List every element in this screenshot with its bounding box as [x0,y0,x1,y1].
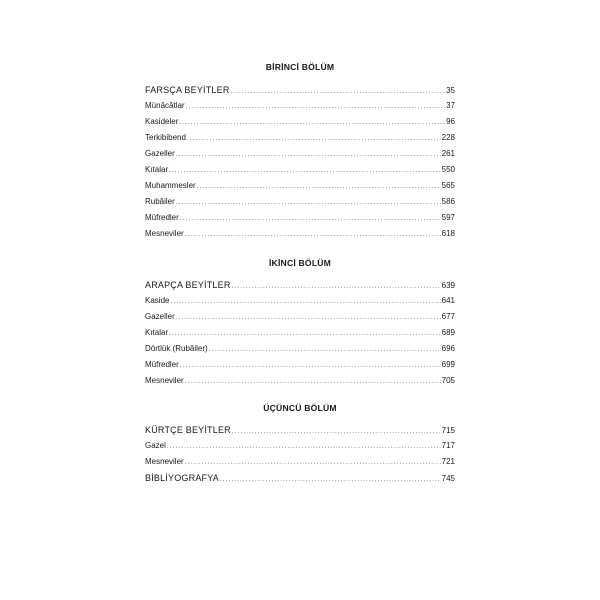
dot-leader [220,472,441,488]
dot-leader [180,211,441,227]
entry-label: Rubâiler [145,197,175,206]
toc-entry[interactable] [145,454,455,470]
page-number: 705 [441,376,455,385]
section-title: İKİNCİ BÖLÜM [268,258,332,268]
dot-leader [185,227,441,243]
dot-leader [167,439,441,455]
toc-entry[interactable] [145,341,455,357]
section-ikinci [145,257,455,389]
page-number: 689 [441,328,455,337]
toc-entry[interactable] [145,130,455,146]
toc-entry[interactable] [145,293,455,309]
dot-leader [232,424,441,440]
toc-entry[interactable] [145,82,455,98]
page-number: 717 [441,441,455,450]
page-number: 550 [441,165,455,174]
entry-label: KÜRTÇE BEYİTLER [145,425,231,435]
page-number: 639 [441,281,455,290]
entry-label: Kıtalar [145,165,169,174]
entry-label: Kaside [145,296,170,305]
page-number: 641 [441,296,455,305]
toc-entry[interactable] [145,357,455,373]
page-number: 565 [441,181,455,190]
page-number: 261 [441,149,455,158]
dot-leader [186,99,446,115]
entry-label: Terkibibend [145,133,186,142]
entry-label: Gazeller [145,149,175,158]
page-number: 696 [441,344,455,353]
entry-label: ARAPÇA BEYİTLER [145,280,231,290]
page-number: 715 [441,426,455,435]
dot-leader [176,195,441,211]
entry-label: Dörtlük (Rubâiler) [145,344,208,353]
dot-leader [176,310,441,326]
dot-leader [180,358,441,374]
dot-leader [231,84,446,100]
toc-entry[interactable] [145,162,455,178]
entry-label: FARSÇA BEYİTLER [145,85,230,95]
entry-label: Mesneviler [145,229,184,238]
toc-entry[interactable] [145,277,455,293]
toc-entry[interactable] [145,178,455,194]
toc-entry[interactable] [145,114,455,130]
entry-label: Müfredler [145,213,179,222]
dot-leader [185,374,441,390]
dot-leader [170,294,440,310]
toc-entry[interactable] [145,309,455,325]
toc-entry[interactable] [145,194,455,210]
toc-entry[interactable] [145,210,455,226]
dot-leader [169,326,441,342]
section-title: ÜÇÜNCÜ BÖLÜM [263,403,337,413]
toc-entry[interactable] [145,325,455,341]
section-title: BİRİNCİ BÖLÜM [265,62,335,72]
dot-leader [185,455,441,471]
entry-label: Mesneviler [145,376,184,385]
dot-leader [176,147,441,163]
dot-leader [232,279,441,295]
page-number: 677 [441,312,455,321]
page-number: 618 [441,229,455,238]
page-number: 586 [441,197,455,206]
page-number: 35 [446,86,455,95]
page-number: 37 [446,101,455,110]
entry-label: Kasideler [145,117,179,126]
page-number: 699 [441,360,455,369]
entry-label: Muhammesler [145,181,196,190]
toc-entry[interactable] [145,438,455,454]
page-number: 96 [446,117,455,126]
table-of-contents [145,0,455,600]
dot-leader [187,131,441,147]
section-birinci [145,61,455,242]
dot-leader [197,179,441,195]
toc-entry[interactable] [145,146,455,162]
entry-label: Kıtalar [145,328,169,337]
toc-entry[interactable] [145,470,455,486]
dot-leader [169,163,441,179]
dot-leader [179,115,445,131]
entry-label: Gazel [145,441,166,450]
page-number: 745 [441,474,455,483]
entry-label: Gazeller [145,312,175,321]
entry-label: BİBLİYOGRAFYA [145,473,219,483]
page-number: 597 [441,213,455,222]
page-number: 721 [441,457,455,466]
entry-label: Mesneviler [145,457,184,466]
entry-label: Münâcâtlar [145,101,185,110]
toc-entry[interactable] [145,373,455,389]
dot-leader [209,342,441,358]
section-ucuncu [145,402,455,486]
toc-entry[interactable] [145,422,455,438]
toc-entry[interactable] [145,226,455,242]
page-number: 228 [441,133,455,142]
entry-label: Müfredler [145,360,179,369]
toc-entry[interactable] [145,98,455,114]
